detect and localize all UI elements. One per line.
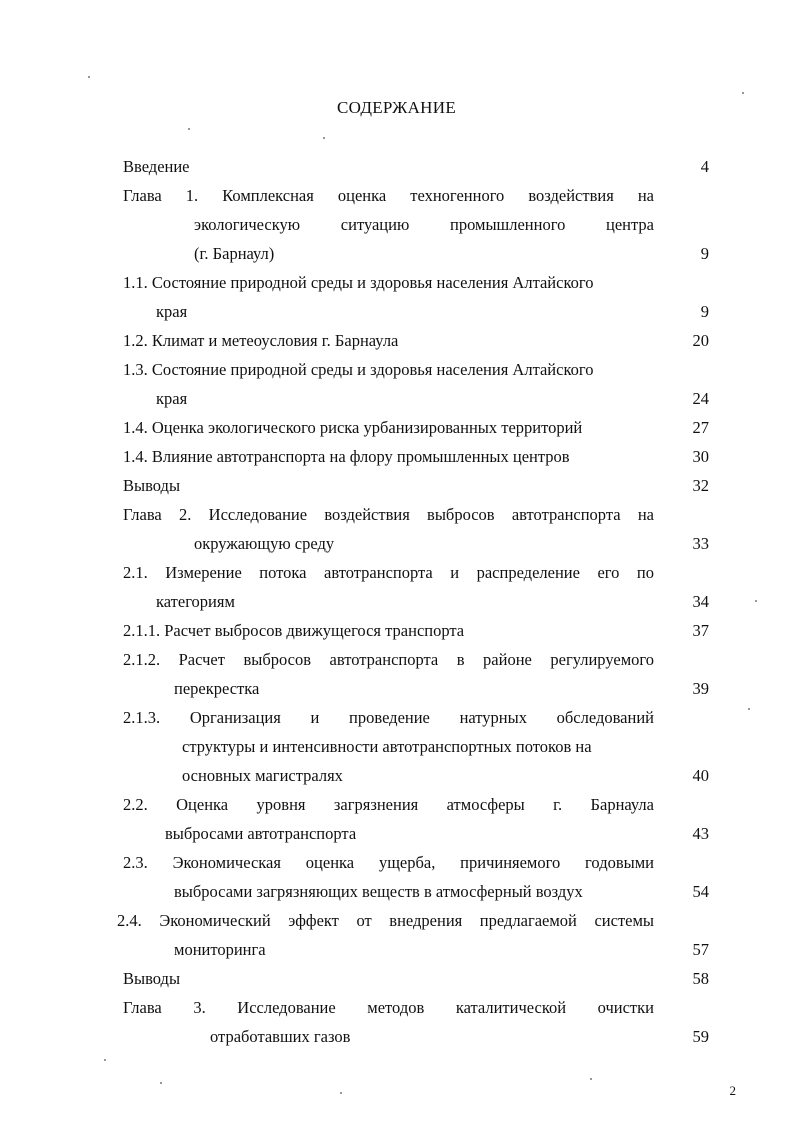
toc-entry-line: перекрестка [174, 679, 260, 698]
scan-speck [188, 128, 190, 130]
toc-page-number: 34 [692, 592, 709, 611]
toc-entry-line: 2.1.2. Расчет выбросов автотранспорта в районе регулируемого [123, 650, 654, 669]
toc-page-number: 32 [692, 476, 709, 495]
toc-entry-line: края [156, 302, 188, 321]
toc-entry-line: края [156, 389, 188, 408]
toc-entry-line: категориям [156, 592, 235, 611]
toc-entry-line: 1.4. Влияние автотранспорта на флору промышленных центров [123, 447, 570, 466]
toc-page-number: 37 [692, 621, 709, 640]
toc-page-number: 4 [700, 157, 709, 176]
toc-page-number: 57 [692, 940, 709, 959]
scan-speck [323, 137, 325, 139]
toc-page-number: 20 [692, 331, 709, 350]
toc-entry-line: Глава 1. Комплексная оценка техногенного воздействия на [123, 186, 654, 205]
toc-page-number: 58 [692, 969, 709, 988]
scan-speck [340, 1092, 342, 1094]
toc-entry-line: Выводы [123, 969, 181, 988]
toc-entry-line: 1.3. Состояние природной среды и здоровья населения Алтайского [123, 360, 594, 379]
toc-entry-line: экологическую ситуацию промышленного центра [194, 215, 654, 234]
toc-entry-line: 2.1.3. Организация и проведение натурных обследований [123, 708, 654, 727]
toc-page-number: 30 [692, 447, 709, 466]
toc-page-number: 9 [700, 302, 709, 321]
toc-page-number: 43 [692, 824, 709, 843]
scan-speck [590, 1078, 592, 1080]
toc-entry-line: Глава 2. Исследование воздействия выбросов автотранспорта на [123, 505, 654, 524]
toc-entry-line: 1.1. Состояние природной среды и здоровья населения Алтайского [123, 273, 594, 292]
toc-entry-line: 2.1.1. Расчет выбросов движущегося транспорта [123, 621, 465, 640]
page-title: СОДЕРЖАНИЕ [336, 98, 457, 117]
scan-speck [742, 92, 744, 94]
toc-page-number: 54 [692, 882, 709, 901]
toc-page-number: 59 [692, 1027, 709, 1046]
toc-entry-line: 2.1. Измерение потока автотранспорта и распределение его по [123, 563, 654, 582]
page-number: 2 [729, 1083, 736, 1098]
toc-page-number: 40 [692, 766, 709, 785]
toc-entry-line: отработавших газов [210, 1027, 351, 1046]
toc-entry-line: 2.2. Оценка уровня загрязнения атмосферы г. Барнаула [123, 795, 654, 814]
toc-page-number: 9 [700, 244, 709, 263]
scan-speck [88, 76, 90, 78]
toc-entry-line: структуры и интенсивности автотранспортных потоков на [182, 737, 592, 756]
scan-speck [104, 1059, 106, 1061]
toc-entry-line: окружающую среду [194, 534, 335, 553]
scan-speck [748, 708, 750, 710]
toc-entry-line: 2.3. Экономическая оценка ущерба, причиняемого годовыми [123, 853, 654, 872]
scan-speck [160, 1082, 162, 1084]
toc-entry-line: (г. Барнаул) [194, 244, 275, 263]
toc-page-number: 39 [692, 679, 709, 698]
toc-entry-line: мониторинга [174, 940, 266, 959]
toc-entry-line: Введение [123, 157, 190, 176]
toc-entry-line: 2.4. Экономический эффект от внедрения предлагаемой системы [117, 911, 654, 930]
toc-page-number: 27 [692, 418, 709, 437]
toc-entry-line: основных магистралях [182, 766, 343, 785]
toc-page-number: 33 [692, 534, 709, 553]
toc-entry-line: 1.2. Климат и метеоусловия г. Барнаула [123, 331, 399, 350]
toc-entry-line: выбросами автотранспорта [165, 824, 357, 843]
scan-speck [755, 600, 757, 602]
toc-page-number: 24 [692, 389, 709, 408]
toc-entry-line: Глава 3. Исследование методов каталитической очистки [123, 998, 654, 1017]
toc-entry-line: Выводы [123, 476, 181, 495]
toc-entry-line: 1.4. Оценка экологического риска урбанизированных территорий [123, 418, 583, 437]
toc-entry-line: выбросами загрязняющих веществ в атмосферный воздух [174, 882, 583, 901]
